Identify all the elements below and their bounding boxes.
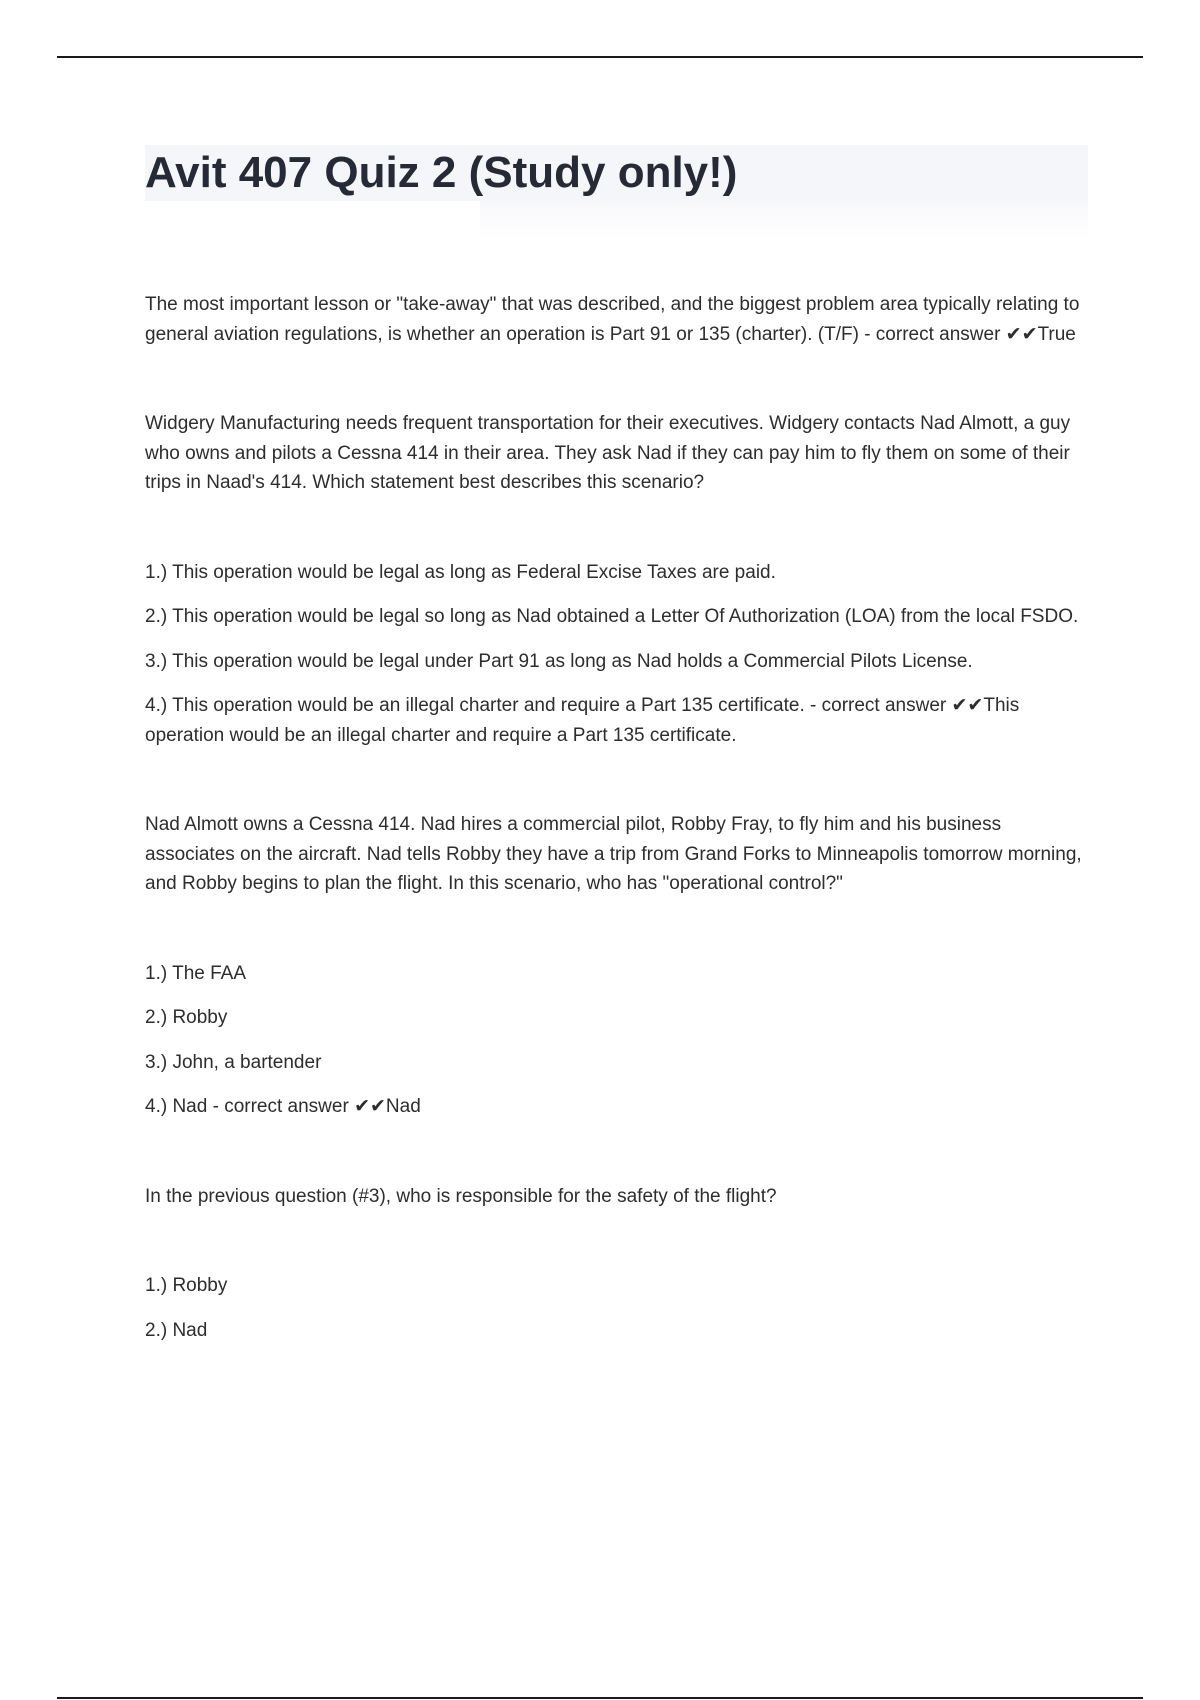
page-title: Avit 407 Quiz 2 (Study only!) [145, 148, 738, 197]
question-1-text: The most important lesson or "take-away" that was described, and the biggest problem area typically relating to general aviation regulations, is whether an operation is Part 91 or 135 (charter). (T/F) - correct answer ✔✔True [145, 294, 1080, 345]
question-3-text: Nad Almott owns a Cessna 414. Nad hires a commercial pilot, Robby Fray, to fly him and his business associates on the aircraft. Nad tells Robby they have a trip from Grand Forks to Minneapolis tomorrow morning, and Robby begins to plan the flight. In this scenario, who has "operational control?" [145, 814, 1082, 894]
question-3-option-4: 4.) Nad - correct answer ✔✔Nad [145, 1096, 421, 1117]
question-4-text: In the previous question (#3), who is responsible for the safety of the flight? [145, 1185, 777, 1207]
question-3-option-1: 1.) The FAA [145, 962, 247, 984]
question-2-option-1: 1.) This operation would be legal as long as Federal Excise Taxes are paid. [145, 561, 776, 583]
quiz-content [145, 290, 1090, 1360]
top-rule [57, 56, 1143, 58]
bottom-rule [57, 1697, 1143, 1699]
question-3-option-2: 2.) Robby [145, 1007, 228, 1028]
question-2-option-4: 4.) This operation would be an illegal charter and require a Part 135 certificate. - correct answer ✔✔This operation would be an illegal charter and require a Part 135 certificate. [145, 695, 1020, 746]
question-4-option-1: 1.) Robby [145, 1275, 228, 1296]
question-2-option-3: 3.) This operation would be legal under Part 91 as long as Nad holds a Commercial Pilots License. [145, 650, 973, 672]
question-4-option-2: 2.) Nad [145, 1319, 208, 1341]
question-2-text: Widgery Manufacturing needs frequent transportation for their executives. Widgery contacts Nad Almott, a guy who owns and pilots a Cessna 414 in their area. They ask Nad if they can pay him to fly them on some of their trips in Naad's 414. Which statement best describes this scenario? [145, 413, 1071, 493]
title-shadow [480, 201, 1088, 239]
question-3-option-3: 3.) John, a bartender [145, 1051, 322, 1073]
question-2-option-2: 2.) This operation would be legal so long as Nad obtained a Letter Of Authorization (LOA) from the local FSDO. [145, 606, 1079, 627]
